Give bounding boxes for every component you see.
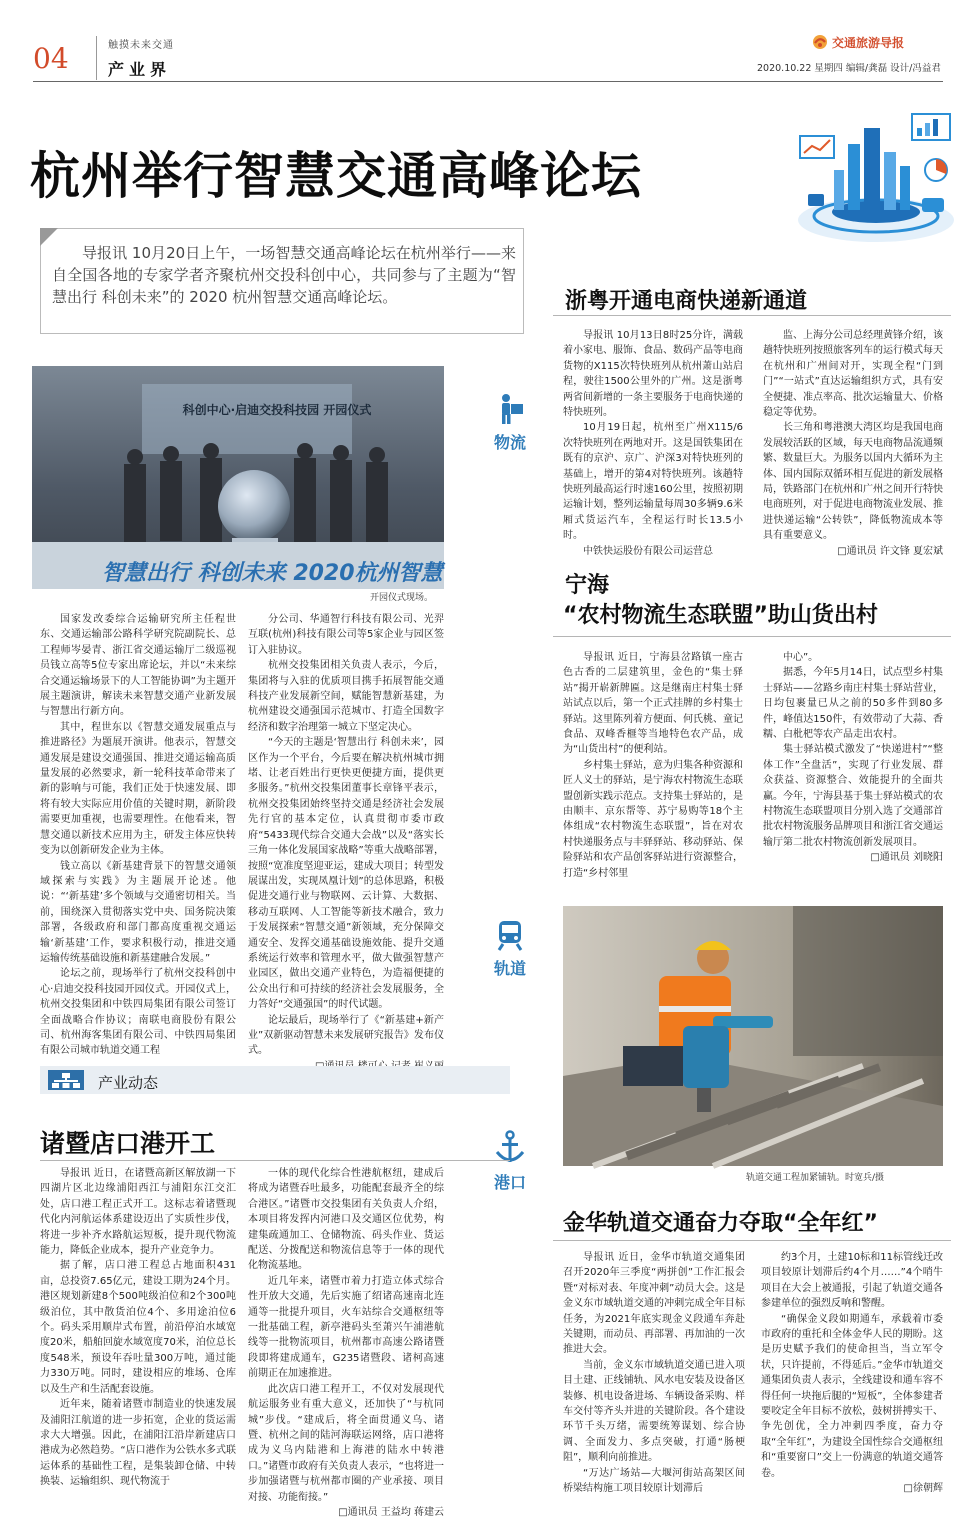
header-separator: [96, 36, 97, 80]
ninghai-column-2: [763, 650, 943, 874]
paragraph: “确保金义段如期通车，承载着市委市政府的重托和全体金华人民的期盼。这是历史赋予我们的使命担当，当立军令状，只许提前，不得延后。”金华市轨道交通集团负责人表示，全线建设和通车容不得任何一块拖后腿的“短板”，全体参建者要咬定全年目标不放松，鼓树拼搏实干、争先创优，全力冲刺四季度，奋力夺取“全年红”，为建设全国性综合交通枢纽和“重要窗口”交上一份满意的轨道交通答卷。: [761, 1313, 943, 1479]
industry-title-rule: [40, 1160, 510, 1161]
logistics-column-1: [563, 328, 743, 557]
paragraph: 集士驿站模式激发了“快递进村”“整体工作”全盘活”，实现了行业发展、群众获益、资源整合、效能提升的全面共赢。今年，宁海县基于集士驿站模式的农村物流生态联盟项目分别入选了交通部首批农村物流服务品牌项目和浙江省交通运输厅第二批农村物流创新发展项目。: [763, 744, 943, 848]
ceremony-photo: [32, 366, 444, 589]
issue-line: 2020.10.22 星期四 编辑/龚磊 设计/冯益君: [757, 63, 941, 74]
industry-title: 诸暨店口港开工: [40, 1129, 216, 1158]
rail-title-rule: [553, 1240, 951, 1241]
paragraph: 当前，金义东市域轨道交通已进入项目土建、正线铺轨、风水电安装及设备区装修、机电设备进场、车辆设备采购、样车交付等齐头并进的关键阶段。各个建设环节千头万绪，需要统筹谋划、综合协调、全面发力、多点突破，打通“肠梗阻”，顺利向前推进。: [563, 1359, 745, 1464]
paragraph: 国家发改委综合运输研究所主任程世东、交通运输部公路科学研究院副院长、总工程师岑晏青、浙江省交通运输厅二级巡视员钱立高等5位专家出席论坛，并以“未来综合交通运输场景下的人工智能协调”为主题开展主题演讲，解读未来智慧交通产业新发展与智慧出行新方向。: [40, 614, 236, 718]
ceremony-screen-text: 科创中心·启迪交投科技园 开园仪式: [182, 403, 372, 417]
track-laying-photo: [563, 906, 943, 1166]
track-photo-caption: 轨道交通工程加紧铺轨。时宽兵/摄: [746, 1173, 885, 1183]
rail-column-2: [761, 1250, 943, 1510]
metro-train-icon: [493, 918, 527, 952]
logistics-column-2: [763, 328, 943, 557]
paragraph: 近年来，随着诸暨市制造业的快速发展及浦阳江航道的进一步拓宽，企业的货运需求大大增强。因此，在浦阳江沿岸新建店口港成为必然趋势。“店口港作为公铁水多式联运体系的基础性工程，是集装卸仓储、中转换装、运输组织、现代物流于: [40, 1399, 236, 1488]
ninghai-column-1: [563, 650, 743, 879]
byline: □徐朝辉: [903, 1483, 943, 1495]
logistics-title: 浙粤开通电商快递新通道: [565, 289, 808, 314]
paragraph: 论坛最后，现场举行了《“新基建+新产业”双新驱动智慧未来发展研究报告》发布仪式。: [248, 1014, 444, 1057]
byline: □通讯员 王益均 蒋建云: [338, 1506, 444, 1518]
lead-article-column-1: [40, 612, 236, 1060]
paragraph: 10月19日起，杭州至广州X115/6次特快班列在两地对开。这是国铁集团在既有的京沪、京广、沪深3对特快班列的基础上，增开的第4对特快班列。该趟特快班列最高运行时速160公里，按照初期运输计划，整列运输量每周30多辆9.6米厢式货运汽车，全程运行时长13.5小时。: [563, 422, 743, 542]
paragraph: 导报讯 近日，在诸暨高新区解放湖一下四湖片区北边缘浦阳西江与浦阳东江交汇处，店口港工程正式开工。这标志着诸暨现代化内河航运体系建设迈出了实质性步伐，将进一步补齐水路航运短板，提升现代物流能力，降低企业成本，提升产业竞争力。: [40, 1168, 236, 1257]
smart-city-illustration: [790, 108, 958, 248]
paragraph: 导报讯 近日，宁海县岔路镇一座古色古香的二层建筑里，金色的“集士驿站”揭开崭新牌匾。这是继南庄村集士驿站试点以后，第一个正式挂牌的乡村集士驿站。这里陈列着方便面、何氏桃、童记食品、双峰香榧等当地特色农产品，成为“山货出村”的便利站。: [563, 652, 743, 756]
paragraph: “今天的主题是‘智慧出行 科创未来’，园区作为一个平台，今后要在解决杭州城市拥堵、让老百姓出行更快更便捷方面，提供更多服务。”杭州交投集团董事长章锋平表示，杭州交投集团始终坚持交通是经济社会发展先行官的基本定位，认真贯彻市委市政府“5433现代综合交通大会战”以及“落实长三角一体化发展国家战略”等重大战略部署，按照“宽准度坚迎亚运，建成大项目；转型发展谋出发，实现凤凰计划”的总体思路，积极促进交通行业与物联网、云计算、大数据、移动互联网、人工智能等新技术融合，致力于发展探索“智慧交通”新领域，充分保障交通安全、发挥交通基础设施效能、提升交通系统运行效率和管理水平，做大做强智慧产业园区，做出交通产业特色，为造福便捷的公众出行和可持续的经济社会发展服务，全力答好“交通强国”的时代试题。: [248, 737, 444, 1011]
paragraph: 中心”。: [783, 652, 819, 663]
header-rule: [33, 81, 943, 82]
brand-name: 交通旅游导报: [832, 36, 905, 50]
ninghai-title: “农村物流生态联盟”助山货出村: [563, 603, 878, 628]
paragraph: 此次店口港工程开工，不仅对发展现代航运服务业有重大意义，还加快了“与杭同城”步伐。“建成后，将全面贯通义乌、诸暨、杭州之间的陆河海联运网络，店口港将成为义乌内陆港和上海港的陆水中转港口。”诸暨市政府有关负责人表示，“也将进一步加强诸暨与杭州都市圈的产业承接、项目对接、功能衔接。”: [248, 1383, 444, 1503]
ceremony-photo-caption: 开园仪式现场。: [370, 593, 434, 603]
paragraph: 中铁快运股份有限公司运营总: [583, 545, 713, 557]
logistics-side-label: 物流: [493, 433, 526, 452]
paragraph: 据了解，店口港工程总占地面积431亩，总投资7.65亿元，建设工期为24个月。港区规划新建8个500吨级泊位和2个300吨级泊位，其中散货泊位4个、多用途泊位6个。码头采用顺岸式布置，前沿停泊水域宽度20米，船舶回旋水域宽度70米，泊位总长度548米，预设年吞吐量300万吨，通过能力330万吨。同时，建设相应的堆场、仓库以及生产和生活配套设施。: [40, 1260, 236, 1395]
paragraph: 近几年来，诸暨市着力打造立体式综合性开放大交通，先后实施了绍诸高速南北连通等一批提升项目，火车站综合交通枢纽等一批基础工程，新亭港码头至萧兴午浦港航线等一批物流项目，杭州都市高速公路诸暨段即将建成通车，G235诸暨段、诸柯高速前期正在加速推进。: [248, 1275, 444, 1380]
ninghai-title-rule: [553, 636, 951, 637]
industry-hierarchy-icon: [48, 1070, 84, 1090]
lead-article-column-2: [248, 612, 444, 1060]
paragraph: 论坛之前，现场举行了杭州交投科创中心·启迪交投科技园开园仪式。开园仪式上，杭州交投集团和中铁四局集团有限公司签订全面战略合作协议；南联电商股份有限公司、杭州海客集团有限公司、中铁四局集团有限公司城市轨道交通工程: [40, 968, 236, 1057]
paragraph: 长三角和粤港澳大湾区均是我国电商发展较活跃的区域，每天电商物品流通频繁、数量巨大。为服务以国内大循环为主体、国内国际双循环相互促进的新发展格局，铁路部门在杭州和广州之间开行特快电商班列，对于促进电商物流业发展、推进快递运输“公转铁”，降低物流成本等具有重要意义。: [763, 422, 943, 542]
rail-side-marker: [482, 918, 538, 979]
page-number: 04: [33, 42, 69, 75]
paragraph: 监、上海分公司总经理黄锋介绍，该趟特快班列按照旅客列车的运行模式每天在杭州和广州间对开，实现全程“门到门”“一站式”直达运输组织方式，具有安全便捷、准点率高、批次运输量大、价格稳定等优势。: [763, 330, 943, 419]
paragraph: 一体的现代化综合性港航枢纽，建成后将成为诸暨吞吐最多，功能配套最齐全的综合港区。”诸暨市交投集团有关负责人介绍，本项目将发挥内河港口及交通区位优势，构建集疏通加工、仓储物流、码头作业、货运配送、分拨配送和物流信息等于一体的现代化物流基地。: [248, 1168, 444, 1272]
rail-title: 金华轨道交通奋力夺取“全年红”: [563, 1211, 878, 1236]
industry-news-tag-label: 产业动态: [98, 1074, 159, 1092]
ninghai-place: 宁海: [565, 573, 610, 598]
paragraph: 杭州交投集团相关负责人表示，今后，集团将与入驻的优质项目携手拓展智能交通科技产业发展新空间，赋能智慧新基建，为杭州建设交通强国示范城市、打造全国数字经济和数字治理第一城立下坚定决心。: [248, 660, 444, 733]
lead-headline: 杭州举行智慧交通高峰论坛: [30, 147, 642, 205]
brand-logo-icon: [812, 34, 828, 50]
paragraph: 导报讯 10月13日8时25分许，满载着小家电、服饰、食品、数码产品等电商货物的X115次特快班列从杭州萧山站启程，驶往1500公里外的广州。这是浙粤两省间新增的一条主要服务于电商快递的特快班列。: [563, 330, 743, 419]
delivery-person-icon: [493, 392, 527, 426]
port-side-label: 港口: [493, 1173, 526, 1192]
industry-column-2: [248, 1166, 444, 1518]
paragraph: 约3个月，土建10标和11标管线迁改项目较原计划滞后约4个月……”4个哨牛项目在大会上被通报，引起了轨道交通各参建单位的强烈反响和警醒。: [761, 1252, 943, 1310]
column-label: 触摸未来交通: [108, 40, 174, 51]
ceremony-banner-text: 智慧出行 科创未来 2020杭州智慧: [102, 561, 443, 586]
track-laying-scene: [563, 906, 943, 1166]
paragraph: 钱立高以《新基建背景下的智慧交通领域探索与实践》为主题展开论述。他说：“‘新基建’多个领域与交通密切相关。当前，围绕深入贯彻落实党中央、国务院决策部署，各级政府和部门都高度重视交通运输‘新基建’工作，要求积极行动，推进交通运输传统基础设施和新基建融合发展。”: [40, 860, 236, 964]
paragraph: 其中，程世东以《智慧交通发展重点与推进路径》为题展开演讲。他表示，智慧交通发展是建设交通强国、推进交通运输高质量发展的必然要求，新一轮科技革命带来了新的影响与可能，我们正处于快速发展、即将有较大实际应用价值的关键时期，新阶段需要更加重视，也需要理性。在他看来，智慧交通以新技术应用为主，研发主体应快转变为以创新研发企业为主体。: [40, 721, 236, 857]
paragraph: 据悉，今年5月14日，试点型乡村集士驿站——岔路乡南庄村集士驿站营业，日均包裹量已从之前的50多件到80多件，峰值达150件，有效带动了大蒜、香糯、白枇杷等农产品走出农村。: [763, 667, 943, 741]
byline: □通讯员 许文锋 夏宏斌: [837, 545, 943, 557]
rail-side-label: 轨道: [493, 959, 526, 978]
paragraph: 分公司、华通智行科技有限公司、光羿互联(杭州)科技有限公司等5家企业与园区签订入驻协议。: [248, 614, 444, 656]
lead-intro: 导报讯 10月20日上午，一场智慧交通高峰论坛在杭州举行——来自全国各地的专家学者齐聚杭州交投科创中心，共同参与了主题为“智慧出行 科创未来”的 2020 杭州智慧交通高峰论坛。: [52, 244, 516, 306]
paragraph: 乡村集士驿站，意为归集各种资源和匠人义士的驿站，是宁海农村物流生态联盟创新实践示范点。支持集士驿站的，是由顺丰、京东帮等、苏宁易购等18个主体组成“农村物流生态联盟”，旨在对农村快递服务点与丰驿驿站、移动驿站、保险驿站和农产品创客驿站进行资源整合，打造“乡村邻里: [563, 759, 743, 879]
logistics-side-marker: [482, 392, 538, 453]
paragraph: 导报讯 近日，金华市轨道交通集团召开2020年三季度“两拼创”工作汇报会暨“对标对表、年度冲刺”动员大会。这是金义东市域轨道交通的冲刺完成全年目标任务，为2021年底实现金义段通车奔赴关键期，而动员、再部署、再加油的一次推进大会。: [563, 1252, 745, 1356]
industry-column-1: [40, 1166, 236, 1510]
logistics-title-rule: [553, 315, 951, 316]
paragraph: “万达广场站—大堰河街站高架区间桥梁结构施工项目较原计划滞后: [563, 1467, 745, 1495]
section-name: 产业界: [108, 60, 172, 79]
port-side-marker: [482, 1130, 538, 1193]
byline: □通讯员 刘晓阳: [870, 852, 943, 864]
rail-column-1: [563, 1250, 745, 1510]
